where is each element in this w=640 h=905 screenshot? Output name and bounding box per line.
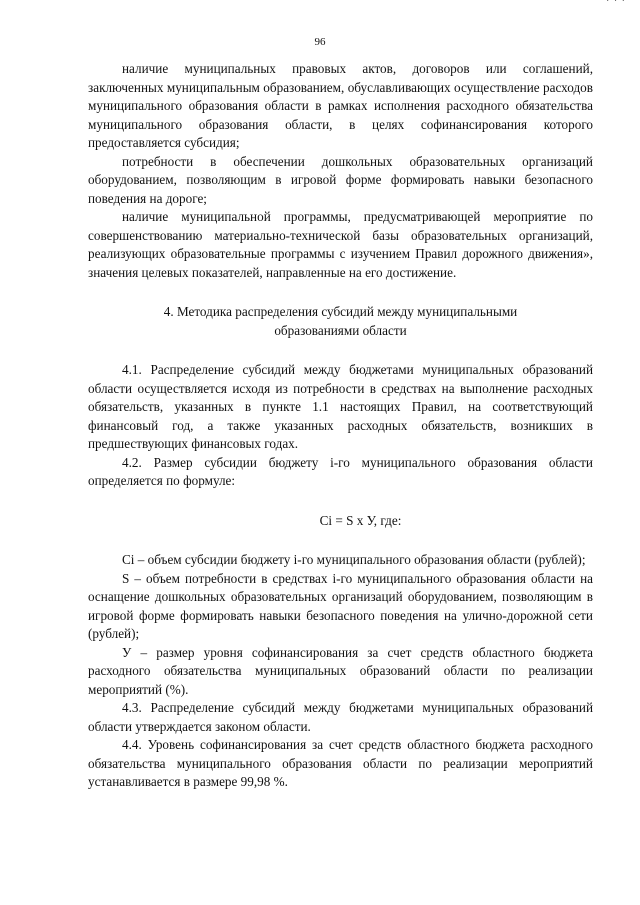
section-heading-line-1: 4. Методика распределения субсидий между муниципальными: [163, 304, 518, 319]
corner-mark: · · ·: [606, 0, 626, 7]
intro-paragraph-2: потребности в обеспечении дошкольных образовательных организаций оборудованием, позволяющим в игровой форме формировать навыки безопасного поведения на дороге;: [88, 153, 593, 206]
section-heading-line-2: образованиями области: [274, 322, 407, 338]
paragraph-4-1: 4.1. Распределение субсидий между бюджетами муниципальных образований области осуществляется исходя из потребности в средствах на выполнение расходных обязательств, указанных в пункте 1.1 настоящих Правил, на соответствующий финансовый год, а также указанных расходных обязательств, возникших в предшествующих финансовых годах.: [88, 362, 593, 451]
section-heading: [88, 303, 593, 340]
definition-s: S – объем потребности в средствах i-го муниципального образования области на оснащение дошкольных образовательных организаций оборудованием, позволяющим в игровой форме формировать навыки безопасного поведения на улично-дорожной сети (рублей);: [88, 570, 593, 641]
intro-paragraph-3: наличие муниципальной программы, предусматривающей мероприятие по совершенствованию материально-технической базы образовательных организаций, реализующих образовательные программы с изучением Правил дорожного движения», значения целевых показателей, направленные на его достижение.: [88, 209, 593, 280]
paragraph-4-3: 4.3. Распределение субсидий между бюджетами муниципальных образований области утверждается законом области.: [88, 700, 593, 734]
paragraph-4-2: 4.2. Размер субсидии бюджету i-го муниципального образования области определяется по формуле:: [88, 454, 593, 488]
definition-ci: Ci – объем субсидии бюджету i-го муниципального образования области (рублей);: [122, 552, 586, 567]
definition-u: У – размер уровня софинансирования за счет средств областного бюджета расходного обязательства муниципальных образований области по реализации мероприятий (%).: [88, 644, 593, 697]
page-number: 96: [314, 36, 326, 48]
document-body: [88, 60, 593, 792]
intro-paragraph-1: наличие муниципальных правовых актов, договоров или соглашений, заключенных муниципальным образованием, обуславливающих осуществление расходов муниципального образования области в рамках исполнения расходного обязательства муниципального образования области, в целях софинансирования которого предоставляется субсидия;: [88, 61, 593, 150]
formula: Ci = S x У, где:: [319, 512, 402, 528]
paragraph-4-4: 4.4. Уровень софинансирования за счет средств областного бюджета расходного обязательства муниципального образования области по реализации мероприятий устанавливается в размере 99,98 %.: [88, 737, 593, 789]
